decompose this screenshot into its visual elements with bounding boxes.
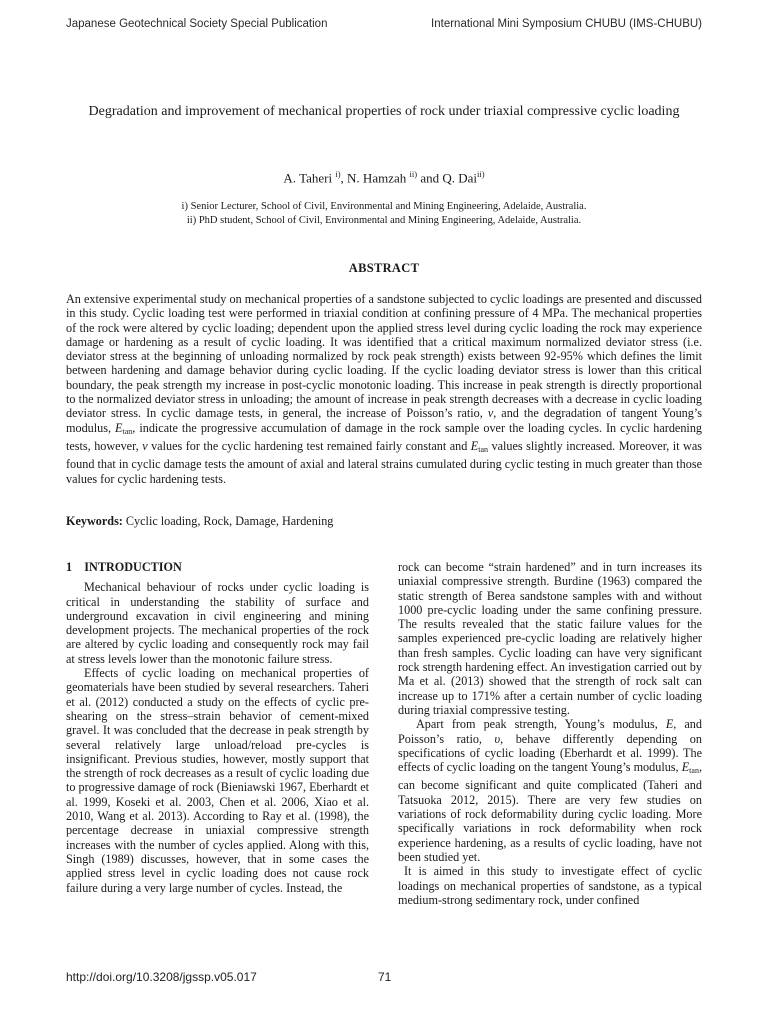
- affiliation-mark: ii): [409, 169, 418, 179]
- math-symbol: υ: [494, 731, 501, 746]
- paper-title: Degradation and improvement of mechanical properties of rock under triaxial compressive cyclic loading: [88, 104, 680, 119]
- body-paragraph: [398, 560, 702, 717]
- author-name: A. Taheri: [283, 170, 333, 186]
- text-run: Apart from peak strength, Young’s modulus,: [416, 717, 666, 732]
- subscript-text: tan: [689, 766, 699, 776]
- text-run: values for the cyclic hardening test remained fairly constant and: [147, 438, 471, 453]
- math-symbol: v: [142, 438, 148, 453]
- body-paragraph: [66, 666, 369, 895]
- math-symbol: E: [115, 420, 123, 435]
- author-name: Q. Dai: [442, 170, 478, 186]
- header-symposium: International Mini Symposium CHUBU (IMS-CHUBU): [431, 18, 702, 30]
- abstract-heading: ABSTRACT: [348, 261, 420, 275]
- subscript-text: tan: [478, 444, 489, 454]
- text-run: Mechanical behaviour of rocks under cyclic loading is critical in understanding the stability of surface and underground excavation in civil engineering and mining development projects. The mechanical properties of the rock are altered by cyclic loading and consequently rock may fail at stress levels lower than the monotonic failure stress.: [66, 580, 369, 666]
- author-separator: ,: [340, 170, 348, 186]
- affiliation-mark: i): [335, 169, 341, 179]
- body-paragraph: [398, 864, 702, 907]
- right-column: [398, 560, 702, 907]
- left-column: [66, 560, 369, 895]
- text-run: , indicate the progressive accumulation of damage in the rock sample over the loading cycles. In cyclic hardening tests, however,: [66, 420, 703, 453]
- running-header: [66, 18, 702, 34]
- keywords-text: Cyclic loading, Rock, Damage, Hardening: [122, 514, 334, 528]
- text-run: values slightly increased. Moreover, it was found that in cyclic damage tests the amount of axial and lateral strains cumulated during cyclic testing in much greater than those values for cyclic hardening tests.: [66, 438, 702, 486]
- author-name: N. Hamzah: [347, 170, 407, 186]
- affiliation-mark: ii): [477, 169, 485, 179]
- author-list: [0, 169, 768, 186]
- affiliation-2: ii) PhD student, School of Civil, Environmental and Mining Engineering, Adelaide, Australia.: [186, 215, 582, 226]
- text-run: , and the degradation of tangent Young’s modulus,: [66, 406, 702, 435]
- text-run: rock can become “strain hardened” and in turn increases its uniaxial compressive strength. Burdine (1963) compared the static strength of Berea sandstone samples with and without 1000 pre-cyclic loading under the same confining pressure. The results revealed that the static failure values for the samples experienced pre-cyclic loading are relatively higher than fresh samples. Cyclic loading can have very significant rock strength hardening effect. An investigation carried out by Ma et al. (2013) showed that the strength of rock salt can increase up to 171% after a certain number of cyclic loading during triaxial compressive testing.: [398, 560, 702, 717]
- math-symbol: E: [470, 438, 479, 453]
- text-run: An extensive experimental study on mechanical properties of a sandstone subjected to cyclic loadings are presented and discussed in this study. Cyclic loading test were performed in triaxial condition at confining pressure of 4 MPa. The mechanical properties of the rock were altered by cyclic loading; dependent upon the applied stress level during cyclic loading the rock may experience damage or hardening as a result of cyclic loading. It was identified that a critical maximum normalized deviator stress (i.e. deviator stress at the beginning of unloading normalized by rock peak strength) exists between 92-95% which defines the limit between hardening and damage behavior during cyclic loading. If the cyclic loading deviator stress is lower than this critical boundary, the peak strength my increase in post-cyclic monotonic loading. This increase in peak strength is directly proportional to the normalized deviator stress in unloading; the amount of increase in peak strength decreases with a decrease in cyclic loading deviator stress. In cyclic damage tests, in general, the increase of Poisson’s ratio,: [66, 292, 702, 421]
- abstract-body: [66, 292, 702, 486]
- keywords-label: Keywords:: [66, 514, 123, 528]
- text-run: It is aimed in this study to investigate effect of cyclic loadings on mechanical properties of sandstone, as a typical medium-strong sedimentary rock, under confined: [398, 864, 702, 907]
- affiliation-1: i) Senior Lecturer, School of Civil, Environmental and Mining Engineering, Adelaide, Australia.: [181, 201, 587, 212]
- body-paragraph: [66, 580, 369, 666]
- text-run: Effects of cyclic loading on mechanical properties of geomaterials have been studied by several researchers. Taheri et al. (2012) conducted a study on the effects of cyclic pre-shearing on the stress–strain behavior of cement-mixed gravel. It was concluded that the decrease in peak strength by several relatively large unload/reload pre-cycles is insignificant. Previous studies, however, mostly support that the strength of rock decreases as a result of cyclic loading due to progressive damage of rock (Bieniawski 1967, Eberhardt et al. 1999, Koseki et al. 2003, Chen et al. 2006, Xiao et al. 2010, Wang et al. 2013). According to Ray et al. (1998), the percentage decrease in uniaxial compressive strength increases with the number of cycles applied. Along with this, Singh (1989) discusses, however, that in some cases the applied stress level in cyclic loading does not cause rock failure during a very large number of cycles. Instead, the: [66, 666, 369, 895]
- text-run: , and Poisson’s ratio,: [398, 717, 702, 746]
- subscript-text: tan: [122, 426, 133, 436]
- math-symbol: E: [665, 717, 674, 732]
- text-run: , can become significant and quite complicated (Taheri and Tatsuoka 2012, 2015). There are very few studies on variations of rock deformability during cyclic loading. More specifically variations in rock deformability when rock experience hardening, as a results of cyclic loading, have not been studied yet.: [398, 760, 702, 864]
- math-symbol: v: [487, 406, 494, 421]
- keywords-line: [66, 514, 702, 529]
- doi-link[interactable]: http://doi.org/10.3208/jgssp.v05.017: [66, 970, 257, 984]
- page-number: 71: [378, 970, 392, 984]
- math-symbol: E: [681, 760, 690, 775]
- author-conjunction: and: [417, 170, 443, 186]
- header-publication: Japanese Geotechnical Society Special Publication: [66, 18, 328, 30]
- body-paragraph: [398, 717, 702, 864]
- text-run: , behave differently depending on specifications of cyclic loading (Eberhardt et al. 1999). The effects of cyclic loading on the tangent Young’s modulus,: [398, 731, 702, 775]
- section-heading: 1 INTRODUCTION: [66, 560, 182, 574]
